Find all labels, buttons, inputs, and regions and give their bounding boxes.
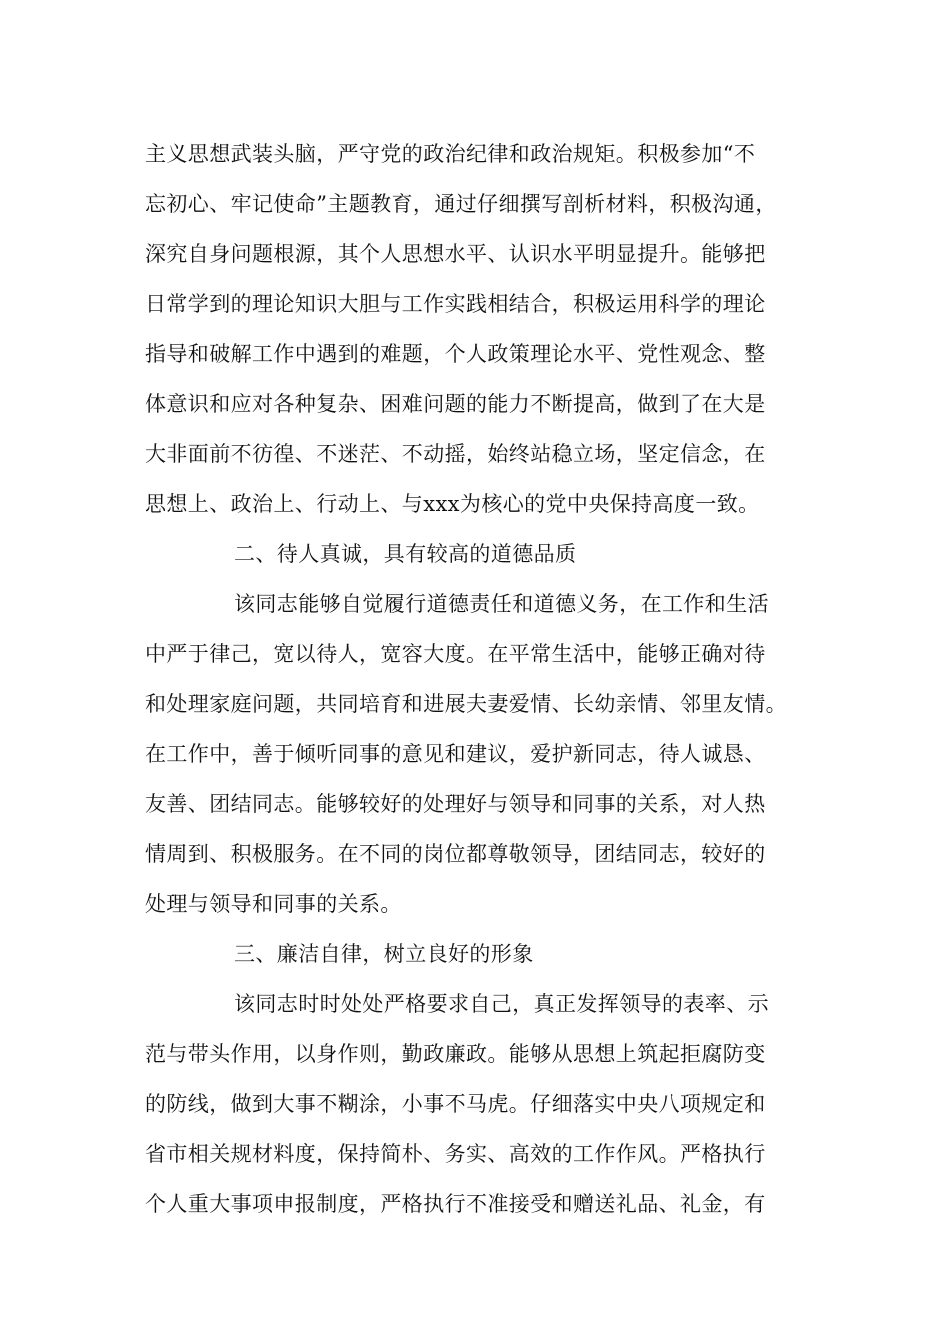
paragraph-2-line-6: 情周到、积极服务。在不同的岗位都尊敬领导，团结同志，较好的 <box>145 842 766 866</box>
paragraph-2-line-2: 中严于律己，宽以待人，宽容大度。在平常生活中，能够正确对待 <box>145 642 766 666</box>
section-heading-3: 三、廉洁自律，树立良好的形象 <box>234 942 534 966</box>
paragraph-3-line-2: 范与带头作用，以身作则，勤政廉政。能够从思想上筑起拒腐防变 <box>145 1042 766 1066</box>
paragraph-2-line-1: 该同志能够自觉履行道德责任和道德义务，在工作和生活 <box>234 592 769 616</box>
paragraph-2-line-4: 在工作中，善于倾听同事的意见和建议，爱护新同志，待人诚恳、 <box>145 742 766 766</box>
paragraph-1-line-7: 大非面前不彷徨、不迷茫、不动摇，始终站稳立场，坚定信念，在 <box>145 442 766 466</box>
paragraph-1-line-2: 忘初心、牢记使命”主题教育，通过仔细撰写剖析材料，积极沟通， <box>145 192 777 216</box>
paragraph-2-line-7: 处理与领导和同事的关系。 <box>145 892 402 916</box>
paragraph-3-line-5: 个人重大事项申报制度，严格执行不准接受和赠送礼品、礼金，有 <box>145 1192 766 1216</box>
paragraph-1-line-8: 思想上、政治上、行动上、与xxx为核心的党中央保持高度一致。 <box>145 492 760 516</box>
paragraph-1-line-4: 日常学到的理论知识大胆与工作实践相结合，积极运用科学的理论 <box>145 292 766 316</box>
paragraph-3-line-4: 省市相关规材料度，保持简朴、务实、高效的工作作风。严格执行 <box>145 1142 766 1166</box>
paragraph-3-line-1: 该同志时时处处严格要求自己，真正发挥领导的表率、示 <box>234 992 769 1016</box>
paragraph-1-line-3: 深究自身问题根源，其个人思想水平、认识水平明显提升。能够把 <box>145 242 766 266</box>
paragraph-1-line-6: 体意识和应对各种复杂、困难问题的能力不断提高，做到了在大是 <box>145 392 766 416</box>
paragraph-2-line-5: 友善、团结同志。能够较好的处理好与领导和同事的关系，对人热 <box>145 792 766 816</box>
section-heading-2: 二、待人真诚，具有较高的道德品质 <box>234 542 577 566</box>
paragraph-1-line-5: 指导和破解工作中遇到的难题，个人政策理论水平、党性观念、整 <box>145 342 766 366</box>
paragraph-2-line-3: 和处理家庭问题，共同培育和进展夫妻爱情、长幼亲情、邻里友情。 <box>145 692 787 716</box>
paragraph-1-line-1: 主义思想武装头脑，严守党的政治纪律和政治规矩。积极参加“不 <box>145 142 756 166</box>
paragraph-3-line-3: 的防线，做到大事不糊涂，小事不马虎。仔细落实中央八项规定和 <box>145 1092 766 1116</box>
